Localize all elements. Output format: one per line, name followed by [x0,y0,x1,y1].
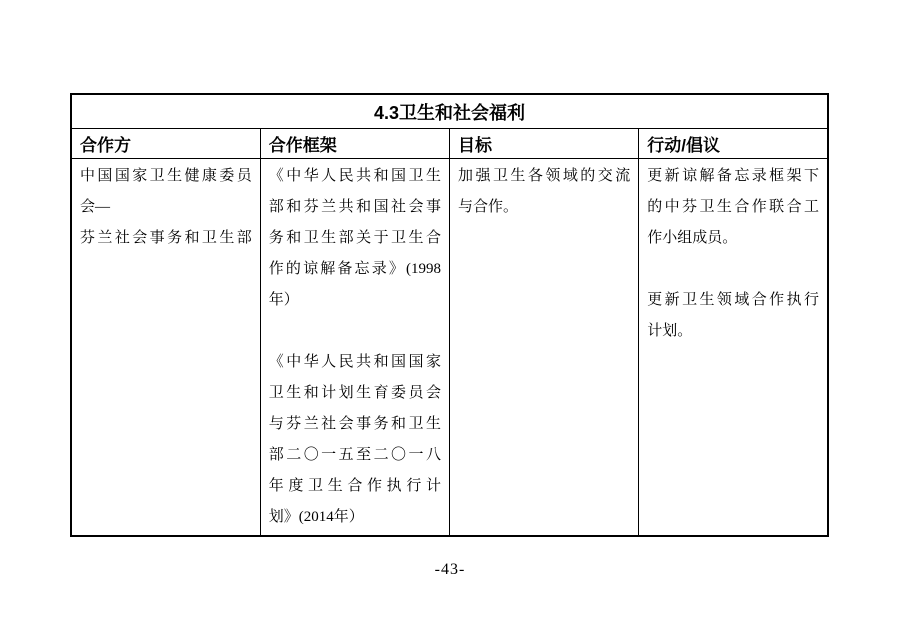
cell-action [639,159,828,537]
column-header-goal: 目标 [450,129,639,159]
table-title: 4.3卫生和社会福利 [71,94,828,129]
column-header-action: 行动/倡议 [639,129,828,159]
cooperation-table [70,93,829,537]
text-line: 中国国家卫生健康委员 [80,168,252,184]
page-number: -43- [434,561,466,578]
column-header-partner: 合作方 [71,129,260,159]
text-line: 计划。 [647,323,693,339]
text-line: 芬兰社会事务和卫生部 [80,230,252,246]
table-header-row [71,129,828,159]
table-title-row [71,94,828,129]
table-body-row [71,159,828,537]
text-line: 年度卫生合作执行计 [268,478,441,494]
text-line: 与芬兰社会事务和卫生 [268,416,441,432]
cell-partner [71,159,260,537]
text-line: 更新谅解备忘录框架下 [647,168,819,184]
text-line: 更新卫生领域合作执行 [647,292,819,308]
text-line: 部二〇一五至二〇一八 [268,447,441,463]
text-line: 年） [268,292,299,308]
text-line: 加强卫生各领域的交流 [458,168,631,184]
text-line: 作小组成员。 [647,230,738,246]
cell-goal [450,159,639,537]
paragraph-gap [647,254,819,285]
text-line: 划》(2014年） [268,509,364,525]
text-line: 会— [80,199,111,215]
text-line: 《中华人民共和国卫生 [268,168,441,184]
text-line: 《中华人民共和国国家 [268,354,441,370]
text-line: 务和卫生部关于卫生合 [268,230,441,246]
column-header-framework: 合作框架 [260,129,449,159]
text-line: 卫生和计划生育委员会 [268,385,441,401]
text-line: 的中芬卫生合作联合工 [647,199,819,215]
text-line: 作的谅解备忘录》(1998 [268,261,441,277]
cell-framework [260,159,449,537]
text-line: 部和芬兰共和国社会事 [268,199,441,215]
paragraph-gap [269,316,441,347]
text-line: 与合作。 [458,199,519,215]
